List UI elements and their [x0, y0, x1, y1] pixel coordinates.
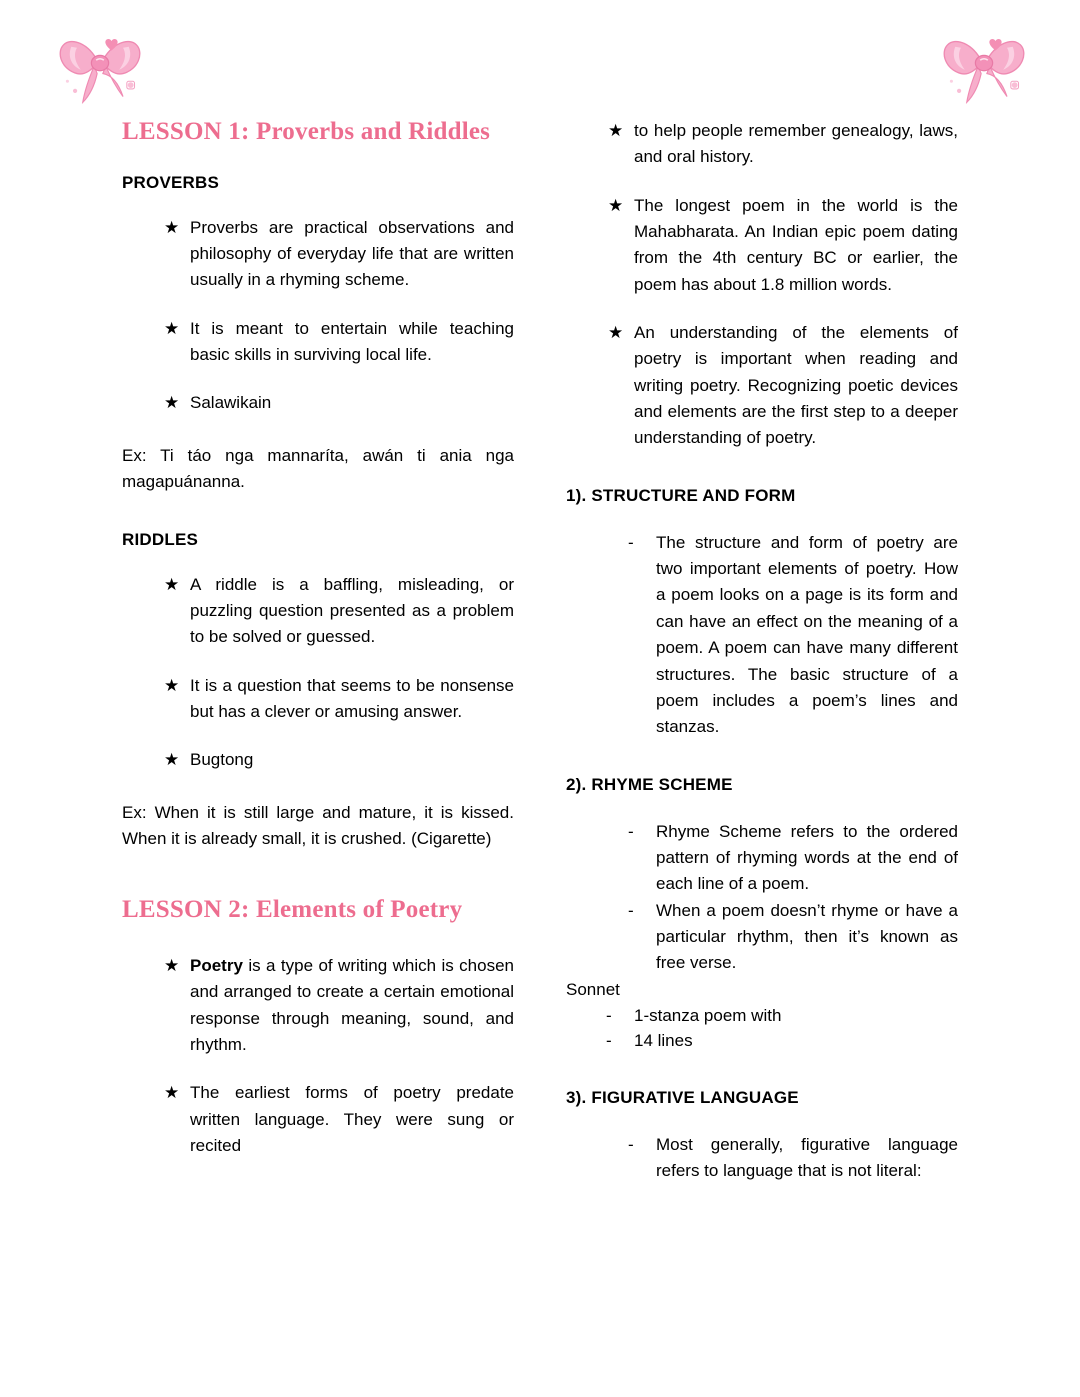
riddles-bullet-list — [122, 572, 514, 774]
sonnet-list — [566, 1003, 958, 1054]
document-body — [0, 118, 1080, 1185]
list-item — [608, 320, 958, 452]
list-item-text: Most generally, figurative language refers to language that is not literal: — [656, 1134, 958, 1181]
list-item-text: When a poem doesn’t rhyme or have a particular rhythm, then it’s known as free verse. — [656, 900, 958, 973]
pink-bow-icon-right — [936, 18, 1032, 110]
list-item — [630, 819, 958, 898]
proverbs-bullet-list — [122, 215, 514, 417]
riddles-example: Ex: When it is still large and mature, it is kissed. When it is already small, it is crushed. (Cigarette) — [122, 802, 514, 848]
pink-bow-icon-left — [52, 18, 148, 110]
list-item-text: A riddle is a baffling, misleading, or puzzling question presented as a problem to be solved or guessed. — [190, 574, 514, 647]
section-1-heading: 1). STRUCTURE AND FORM — [566, 485, 796, 505]
figurative-language-list — [566, 1132, 958, 1185]
star-bullet-icon: ★ — [164, 675, 180, 695]
star-bullet-icon: ★ — [164, 750, 180, 770]
dash-bullet-icon: - — [606, 1005, 612, 1025]
list-item — [608, 1028, 958, 1054]
list-item-text: Bugtong — [190, 750, 254, 770]
dash-bullet-icon: - — [628, 1134, 634, 1154]
riddles-heading: RIDDLES — [122, 529, 199, 549]
section-3-heading: 3). FIGURATIVE LANGUAGE — [566, 1087, 799, 1107]
proverbs-heading: PROVERBS — [122, 172, 220, 192]
list-item-text: The earliest forms of poetry predate written language. They were sung or recited — [190, 1083, 514, 1156]
list-item-text: Proverbs are practical observations and philosophy of everyday life that are written usually in a rhyming scheme. — [190, 217, 514, 290]
lesson-2-heading: LESSON 2: Elements of Poetry — [122, 896, 463, 924]
list-item — [608, 118, 958, 171]
list-item-text: It is a question that seems to be nonsense but has a clever or amusing answer. — [190, 675, 514, 721]
star-bullet-icon: ★ — [164, 318, 180, 338]
structure-form-list — [566, 530, 958, 741]
list-item — [164, 572, 514, 651]
list-item-text: is a type of writing which is chosen and arranged to create a certain emotional response through meaning, sound, and rhythm. — [190, 956, 514, 1055]
list-item — [164, 953, 514, 1058]
dash-bullet-icon: - — [628, 900, 634, 920]
star-bullet-icon: ★ — [608, 121, 624, 140]
rhyme-scheme-list — [566, 819, 958, 977]
list-item-text: to help people remember genealogy, laws, and oral history. — [634, 121, 958, 167]
poetry-facts-bullet-list — [566, 118, 958, 452]
list-item-text: Rhyme Scheme refers to the ordered pattern of rhyming words at the end of each line of a poem. — [656, 821, 958, 894]
list-item-text: The longest poem in the world is the Mahabharata. An Indian epic poem dating from the 4th century BC or earlier, the poem has about 1.8 million words. — [634, 195, 958, 294]
left-column — [122, 118, 514, 1159]
list-item — [164, 673, 514, 726]
dash-bullet-icon: - — [628, 532, 634, 552]
list-item — [608, 1003, 958, 1029]
list-item — [164, 215, 514, 294]
star-bullet-icon: ★ — [164, 217, 180, 237]
list-item — [630, 898, 958, 977]
dash-bullet-icon: - — [628, 821, 634, 841]
lesson-1-heading: LESSON 1: Proverbs and Riddles — [122, 118, 491, 145]
list-item — [630, 530, 958, 741]
right-column — [566, 118, 958, 1185]
list-item — [164, 1080, 514, 1159]
list-item-lead: Poetry — [190, 956, 243, 975]
list-item — [630, 1132, 958, 1185]
list-item — [164, 747, 514, 773]
list-item-text: Salawikain — [190, 393, 272, 413]
dash-bullet-icon: - — [606, 1031, 612, 1051]
star-bullet-icon: ★ — [164, 393, 180, 413]
list-item-text: The structure and form of poetry are two important elements of poetry. How a poem looks on a page is its form and can have an effect on the meaning of a poem. A poem can have many different structures. The basic structure of a poem includes a poem’s lines and stanzas. — [656, 532, 958, 737]
star-bullet-icon: ★ — [608, 195, 624, 215]
sonnet-label: Sonnet — [566, 979, 620, 999]
list-item-text: An understanding of the elements of poetry is important when reading and writing poetry. Recognizing poetic devices and elements are the first step to a deeper understanding of poetry. — [634, 323, 958, 448]
poetry-bullet-list — [122, 953, 514, 1159]
star-bullet-icon: ★ — [164, 1083, 180, 1103]
list-item — [164, 316, 514, 369]
list-item-text: 14 lines — [634, 1031, 693, 1051]
star-bullet-icon: ★ — [164, 956, 180, 975]
star-bullet-icon: ★ — [608, 323, 624, 343]
list-item-text: 1-stanza poem with — [634, 1005, 782, 1025]
list-item — [164, 390, 514, 416]
section-2-heading: 2). RHYME SCHEME — [566, 774, 733, 794]
two-column-layout — [0, 118, 1080, 1185]
star-bullet-icon: ★ — [164, 574, 180, 594]
proverbs-example: Ex: Ti táo nga mannaríta, awán ti ania nga magapuánanna. — [122, 445, 514, 492]
list-item — [608, 193, 958, 298]
list-item-text: It is meant to entertain while teaching basic skills in surviving local life. — [190, 318, 514, 365]
